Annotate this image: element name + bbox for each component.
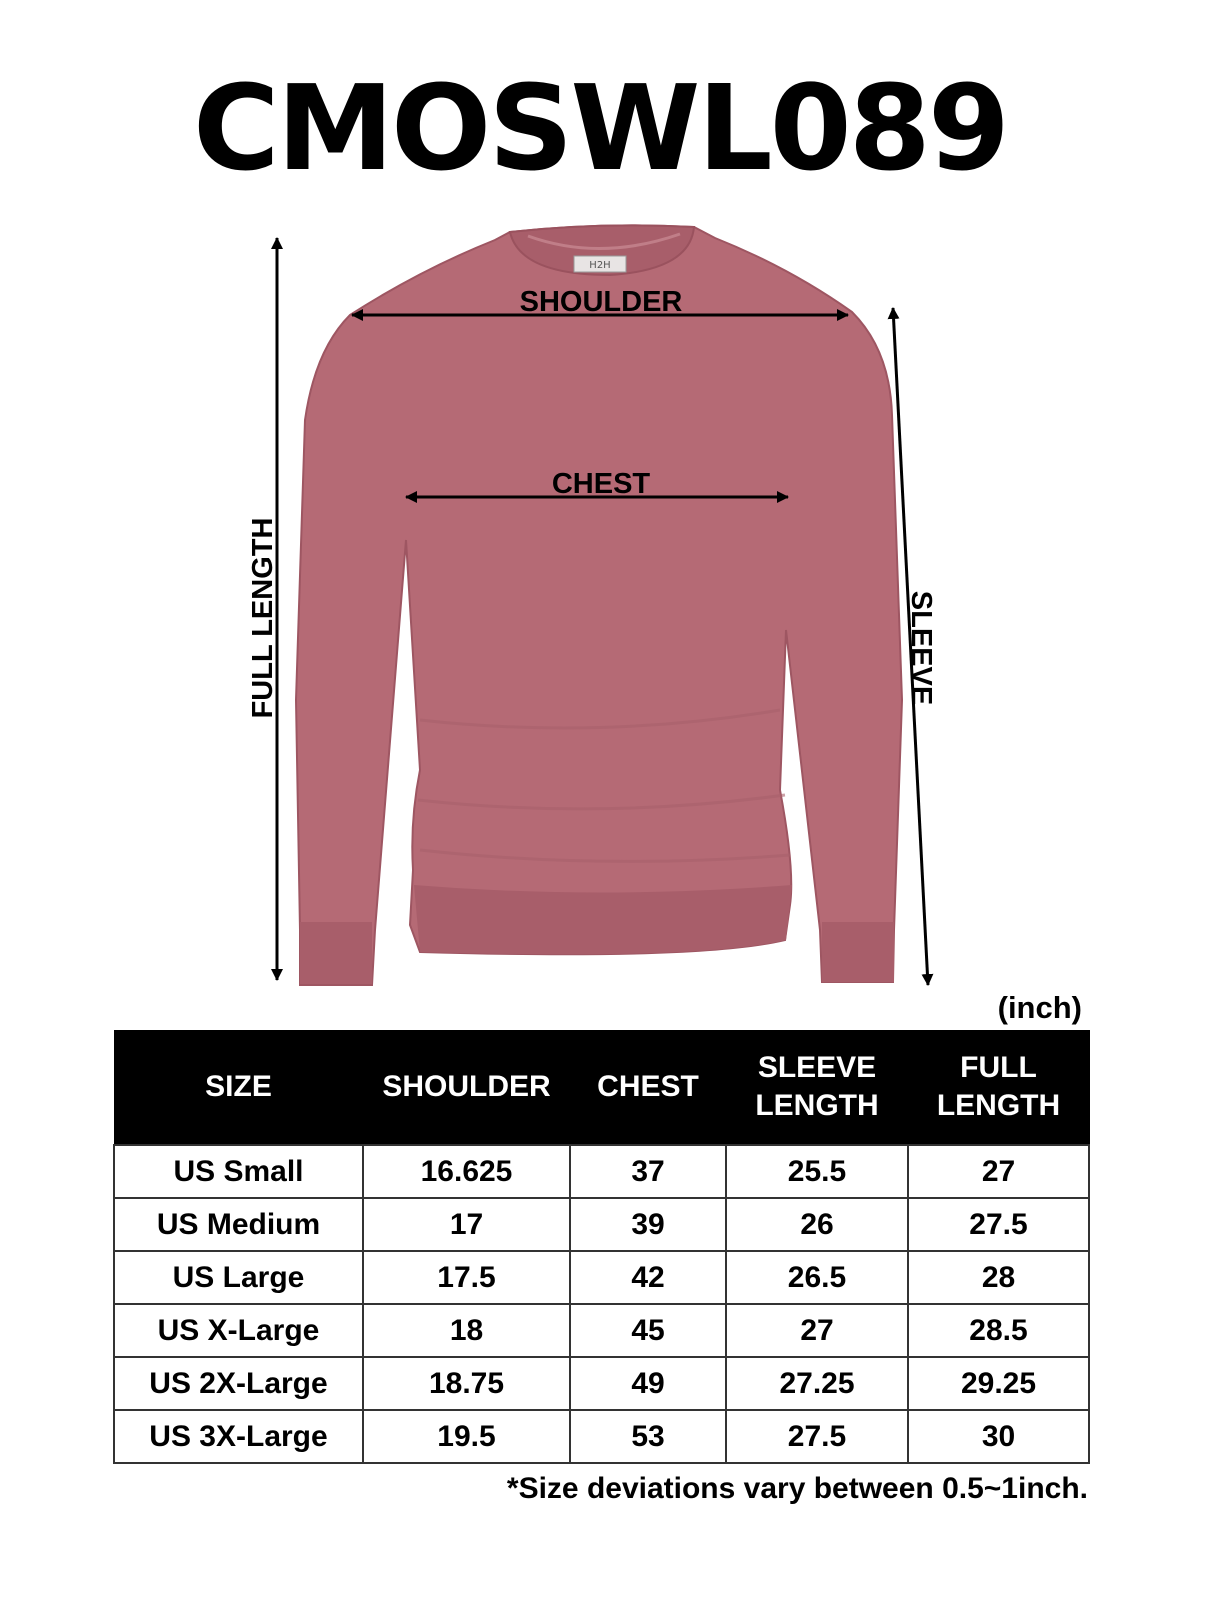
cell-size: US Large: [114, 1251, 363, 1304]
table-row: [114, 1251, 1089, 1304]
cell-chest: 42: [570, 1251, 726, 1304]
header-shoulder: SHOULDER: [363, 1030, 570, 1145]
size-chart-table: [113, 1030, 1090, 1464]
cell-size: US X-Large: [114, 1304, 363, 1357]
unit-note: (inch): [997, 990, 1082, 1025]
left-cuff: [300, 922, 372, 984]
brand-tag-text: H2H: [589, 260, 611, 271]
sweater-body: [296, 225, 902, 985]
cell-full-length: 29.25: [908, 1357, 1089, 1410]
cell-sleeve-length: 27: [726, 1304, 908, 1357]
cell-chest: 37: [570, 1145, 726, 1198]
cell-shoulder: 17.5: [363, 1251, 570, 1304]
cell-sleeve-length: 25.5: [726, 1145, 908, 1198]
cell-size: US 3X-Large: [114, 1410, 363, 1463]
table-row: [114, 1198, 1089, 1251]
cell-shoulder: 17: [363, 1198, 570, 1251]
header-sleeve-length: SLEEVE LENGTH: [726, 1030, 908, 1145]
cell-sleeve-length: 27.5: [726, 1410, 908, 1463]
cell-shoulder: 16.625: [363, 1145, 570, 1198]
cell-full-length: 27.5: [908, 1198, 1089, 1251]
cell-full-length: 28: [908, 1251, 1089, 1304]
table-row: [114, 1145, 1089, 1198]
cell-sleeve-length: 26: [726, 1198, 908, 1251]
cell-full-length: 27: [908, 1145, 1089, 1198]
cell-sleeve-length: 27.25: [726, 1357, 908, 1410]
header-full-length: FULL LENGTH: [908, 1030, 1089, 1145]
cell-chest: 45: [570, 1304, 726, 1357]
cell-full-length: 30: [908, 1410, 1089, 1463]
table-row: [114, 1357, 1089, 1410]
table-row: [114, 1304, 1089, 1357]
size-deviation-footnote: *Size deviations vary between 0.5~1inch.: [506, 1472, 1088, 1505]
cell-chest: 49: [570, 1357, 726, 1410]
product-code-title: CMOSWL089: [193, 59, 1007, 197]
header-size: SIZE: [114, 1030, 363, 1145]
table-row: [114, 1410, 1089, 1463]
chest-label: CHEST: [551, 468, 651, 500]
hem-rib: [414, 885, 792, 954]
cell-full-length: 28.5: [908, 1304, 1089, 1357]
header-chest: CHEST: [570, 1030, 726, 1145]
cell-shoulder: 18.75: [363, 1357, 570, 1410]
cell-shoulder: 18: [363, 1304, 570, 1357]
cell-size: US Medium: [114, 1198, 363, 1251]
cell-chest: 39: [570, 1198, 726, 1251]
cell-shoulder: 19.5: [363, 1410, 570, 1463]
table-header-row: [114, 1030, 1089, 1145]
sleeve-label: SLEEVE: [905, 590, 937, 706]
cell-sleeve-length: 26.5: [726, 1251, 908, 1304]
shoulder-label: SHOULDER: [519, 286, 683, 318]
cell-size: US 2X-Large: [114, 1357, 363, 1410]
cell-chest: 53: [570, 1410, 726, 1463]
cell-size: US Small: [114, 1145, 363, 1198]
right-cuff: [822, 922, 894, 982]
full-length-label: FULL LENGTH: [247, 517, 279, 719]
